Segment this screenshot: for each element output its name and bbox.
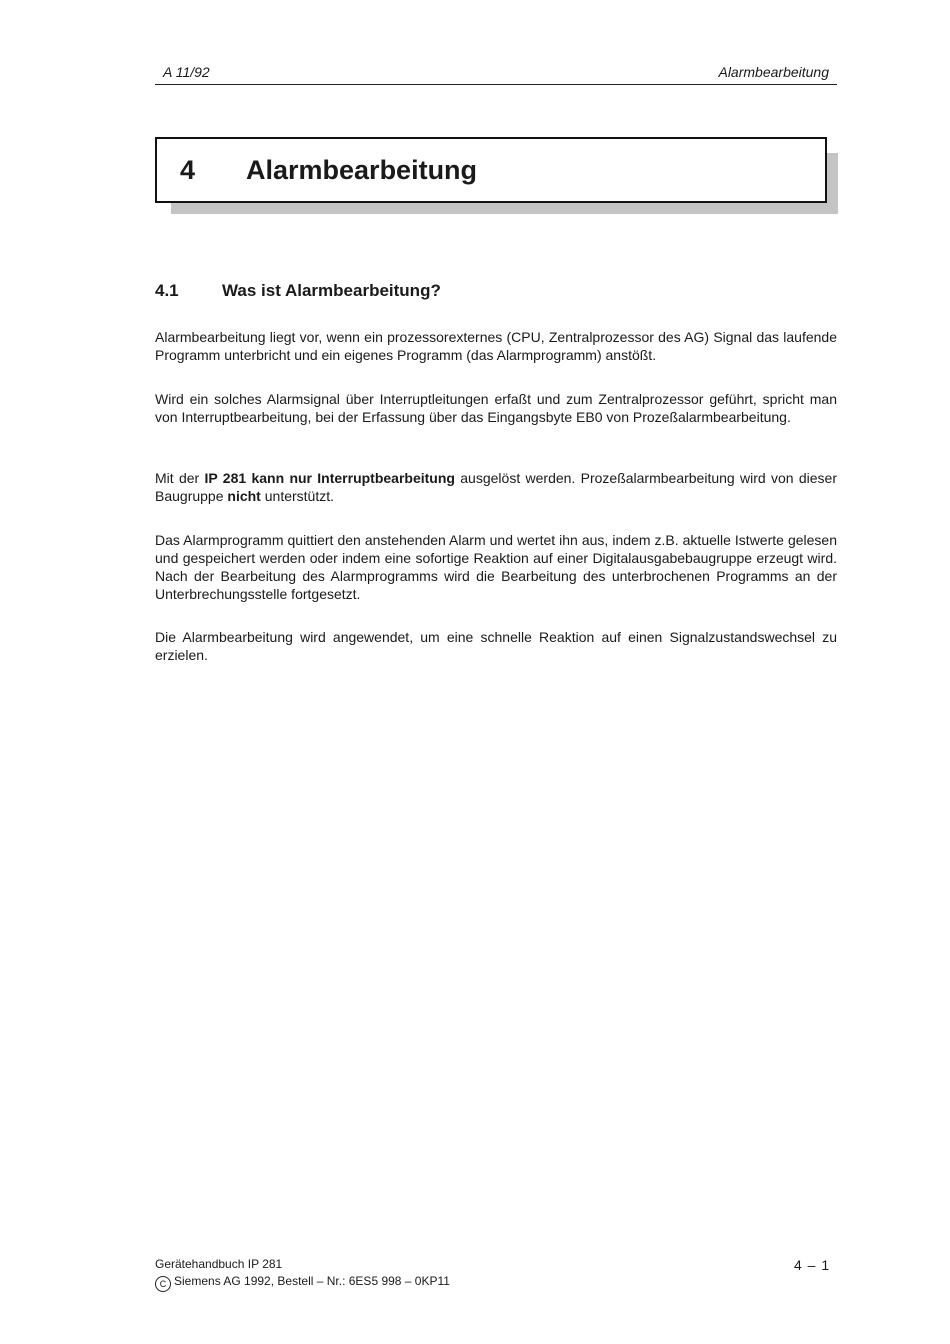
paragraph-usage: Die Alarmbearbeitung wird angewendet, um eine schnelle Reaktion auf einen Signalzustandswechsel zu erzielen. (155, 629, 837, 663)
page-number: 4 – 1 (794, 1257, 831, 1273)
chapter-title: Alarmbearbeitung (246, 155, 478, 185)
p3-bold-2: nicht (227, 488, 261, 504)
footer-order-number: Siemens AG 1992, Bestell – Nr.: 6ES5 998 – 0KP11 (174, 1274, 450, 1288)
paragraph-alarm-program: Das Alarmprogramm quittiert den anstehenden Alarm und wertet ihn aus, indem z.B. aktuelle Istwerte gelesen und gespeichert werden oder indem eine sofortige Reaktion auf einer Digitalausgabebaugruppe erzeugt wird. Nach der Bearbeitung des Alarmprogramms wird die Bearbeitung des unterbrochenen Programms an der Unterbrechungsstelle fortgesetzt. (155, 532, 837, 602)
chapter-heading-box (155, 137, 827, 203)
chapter-number: 4 (180, 155, 196, 185)
footer-manual-title: Gerätehandbuch IP 281 (155, 1257, 283, 1271)
footer-copyright (155, 1273, 450, 1292)
paragraph-ip281 (155, 469, 837, 505)
p3-text-3: unterstützt. (260, 488, 335, 504)
p3-text-1: Mit der (155, 470, 205, 486)
p3-bold-1: IP 281 kann nur Interruptbearbeitung (204, 470, 455, 486)
section-title: Was ist Alarmbearbeitung? (222, 281, 441, 300)
section-number: 4.1 (155, 281, 179, 300)
header-chapter-title: Alarmbearbeitung (718, 64, 829, 80)
page-footer (155, 1256, 450, 1292)
paragraph-definition: Alarmbearbeitung liegt vor, wenn ein prozessorexternes (CPU, Zentralprozessor des AG) Signal das laufende Programm unterbricht und ein eigenes Programm (das Alarmprogramm) anstößt. (155, 329, 837, 363)
paragraph-interrupt: Wird ein solches Alarmsignal über Interruptleitungen erfaßt und zum Zentralprozessor geführt, spricht man von Interruptbearbeitung, bei der Erfassung über das Eingangsbyte EB0 von Prozeßalarmbearbeitung. (155, 391, 837, 425)
copyright-icon: C (155, 1276, 171, 1292)
header-date: A 11/92 (163, 64, 210, 80)
p3-text-2: ausgelöst werden. Prozeßalarmbearbeitung wird von dieser Baugruppe (155, 470, 837, 504)
page-header (155, 62, 837, 85)
